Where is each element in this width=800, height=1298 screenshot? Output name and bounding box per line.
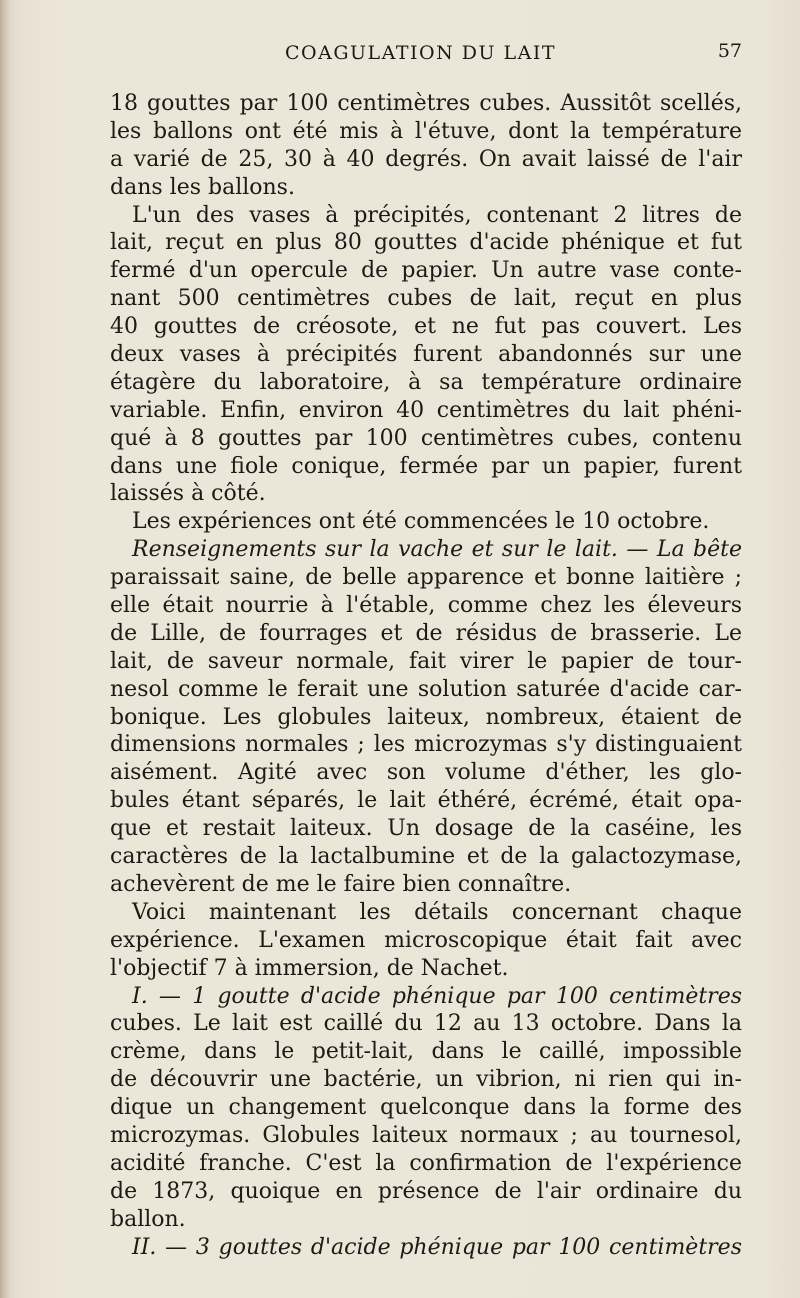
text-line: l'objectif 7 à immersion, de Nachet. [110,955,509,981]
text-line: expérience. L'examen microscopique était fait avec [110,927,742,953]
text-line-italic-heading: I. — 1 goutte d'acide phénique par 100 centimètres [132,983,742,1009]
text-line: deux vases à précipités furent abandonnés sur une [110,342,742,368]
text-line: nesol comme le ferait une solution saturée d'acide car- [110,676,742,702]
text-line: dimensions normales ; les microzymas s'y distinguaient [110,732,742,758]
text-line: elle était nourrie à l'étable, comme chez les éleveurs [110,593,742,619]
text-line: bonique. Les globules laiteux, nombreux, étaient de [110,704,742,730]
text-line: fermé d'un opercule de papier. Un autre vase conte- [110,258,742,284]
text-line-italic-heading: Renseignements sur la vache et sur le lait. — La bête [132,537,742,563]
text-line-italic-heading: II. — 3 gouttes d'acide phénique par 100 centimètres [132,1234,742,1260]
text-line: caractères de la lactalbumine et de la galactozymase, [110,844,742,870]
text-line: de Lille, de fourrages et de résidus de brasserie. Le [110,620,742,646]
text-line: 18 gouttes par 100 centimètres cubes. Aussitôt scellés, [110,91,742,116]
text-line: ballon. [110,1206,186,1232]
text-line: nant 500 centimètres cubes de lait, reçut en plus [110,286,742,312]
text-line: variable. Enfin, environ 40 centimètres du lait phéni- [110,397,742,423]
page-binding-edge [0,0,10,1298]
text-line: lait, reçut en plus 80 gouttes d'acide phénique et fut [110,230,742,256]
body-text [110,90,742,1261]
text-line: crème, dans le petit-lait, dans le caillé, impossible [110,1039,742,1065]
text-line: aisément. Agité avec son volume d'éther, les glo- [110,760,742,786]
text-line: paraissait saine, de belle apparence et bonne laitière ; [110,565,742,591]
text-line: microzymas. Globules laiteux normaux ; au tournesol, [110,1122,742,1148]
text-line: de découvrir une bactérie, un vibrion, ni rien qui in- [110,1067,742,1093]
text-line: bules étant séparés, le lait éthéré, écrémé, était opa- [110,788,742,814]
text-line: dans les ballons. [110,174,295,200]
text-line: 40 gouttes de créosote, et ne fut pas couvert. Les [110,314,742,340]
text-line: cubes. Le lait est caillé du 12 au 13 octobre. Dans la [110,1011,742,1037]
running-title: COAGULATION DU LAIT [285,42,557,64]
text-line: a varié de 25, 30 à 40 degrés. On avait laissé de l'air [110,146,742,172]
text-line: dans une fiole conique, fermée par un papier, furent [110,453,742,479]
text-line: les ballons ont été mis à l'étuve, dont la température [110,118,742,144]
page-number: 57 [717,40,742,62]
text-line: lait, de saveur normale, fait virer le papier de tour- [110,648,742,674]
text-line: Voici maintenant les détails concernant chaque [132,899,742,925]
text-line: Les expériences ont été commencées le 10 octobre. [132,509,710,535]
page-header [110,42,742,76]
text-line: achevèrent de me le faire bien connaître. [110,871,572,897]
text-line: laissés à côté. [110,481,266,507]
text-line: dique un changement quelconque dans la forme des [110,1095,742,1121]
text-line: de 1873, quoique en présence de l'air ordinaire du [110,1178,742,1204]
text-line: L'un des vases à précipités, contenant 2 litres de [132,202,742,228]
text-line: que et restait laiteux. Un dosage de la caséine, les [110,816,742,842]
text-line: acidité franche. C'est la confirmation de l'expérience [110,1150,742,1176]
text-line: étagère du laboratoire, à sa température ordinaire [110,369,742,395]
text-line: qué à 8 gouttes par 100 centimètres cubes, contenu [110,425,742,451]
